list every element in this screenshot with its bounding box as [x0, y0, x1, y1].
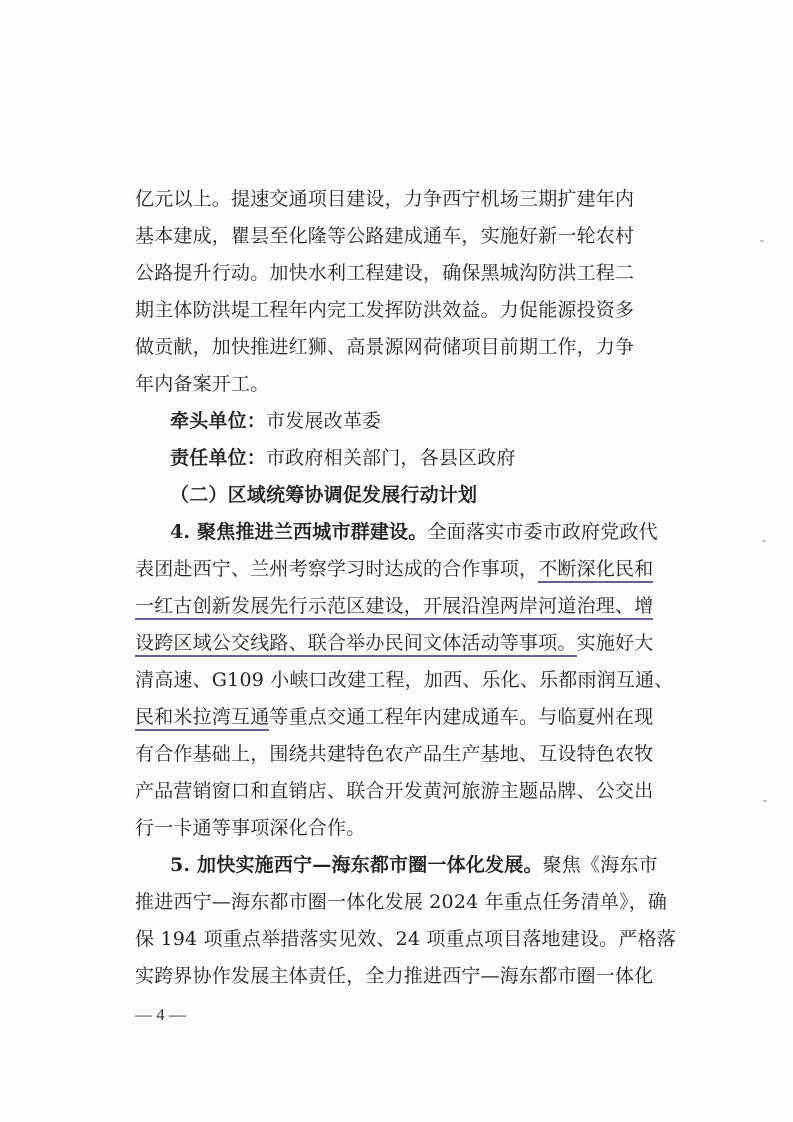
paragraph-line: 公路提升行动。加快水利工程建设，确保黑城沟防洪工程二	[135, 262, 635, 284]
responsible-unit-value: 市政府相关部门，各县区政府	[266, 447, 516, 469]
section-heading: （二）区域统筹协调促发展行动计划	[170, 484, 478, 506]
scan-speck	[762, 540, 766, 542]
item-4-text: 等重点交通工程年内建成通车。与临夏州在现	[269, 706, 654, 728]
item-4-line-5: 清高速、G109 小峡口改建工程，加西、乐化、乐都雨润互通、	[135, 669, 674, 691]
paragraph-line: 年内备案开工。	[135, 373, 270, 395]
underlined-text: 设跨区域公交线路、联合举办民间文体活动等事项。	[135, 632, 577, 657]
paragraph-line: 做贡献，加快推进红狮、高景源网荷储项目前期工作，力争	[135, 336, 635, 358]
item-5-line-2: 推进西宁—海东都市圈一体化发展 2024 年重点任务清单》，确	[135, 891, 668, 913]
item-4-line-7: 有合作基础上，围绕共建特色农产品生产基地、互设特色农牧	[135, 743, 654, 765]
item-5-title: 5. 加快实施西宁—海东都市圈一体化发展。	[170, 854, 543, 876]
lead-unit-line	[170, 403, 695, 439]
item-4-text: 表团赴西宁、兰州考察学习时达成的合作事项，	[135, 558, 539, 580]
item-5-line-4: 实跨界协作发展主体责任，全力推进西宁—海东都市圈一体化	[135, 965, 654, 987]
item-5-line-3: 保 194 项重点举措落实见效、24 项重点项目落地建设。严格落	[135, 928, 676, 950]
page-number: — 4 —	[135, 1005, 186, 1024]
lead-unit-value: 市发展改革委	[266, 410, 382, 432]
responsible-unit-line	[170, 440, 695, 476]
paragraph-line: 亿元以上。提速交通项目建设，力争西宁机场三期扩建年内	[135, 188, 635, 210]
item-4-line-9: 行一卡通等事项深化合作。	[135, 817, 366, 839]
paragraph-line: 期主体防洪堤工程年内完工发挥防洪效益。力促能源投资多	[135, 299, 635, 321]
item-5-text: 聚焦《海东市	[542, 854, 658, 876]
underlined-text: 一红古创新发展先行示范区建设，开展沿湟两岸河道治理、增	[135, 595, 653, 620]
item-4-text: 实施好大	[576, 632, 654, 654]
item-4-line-2	[135, 551, 695, 587]
responsible-unit-label: 责任单位：	[170, 447, 267, 469]
item-4-line-1	[170, 514, 695, 550]
underlined-text: 民和米拉湾互通	[135, 706, 269, 731]
item-4-title: 4. 聚焦推进兰西城市群建设。	[170, 521, 428, 543]
paragraph-line: 基本建成，瞿昙至化隆等公路建成通车，实施好新一轮农村	[135, 225, 635, 247]
lead-unit-label: 牵头单位：	[170, 410, 267, 432]
item-4-line-6	[135, 699, 695, 735]
scan-speck	[760, 240, 764, 242]
item-4-text: 全面落实市委市政府党政代	[427, 521, 658, 543]
underlined-text: 不断深化民和	[538, 558, 653, 583]
item-4-line-3	[135, 588, 695, 624]
item-4-line-4	[135, 625, 695, 661]
scan-speck	[763, 800, 767, 802]
item-5-line-1	[170, 847, 695, 883]
item-4-line-8: 产品营销窗口和直销店、联合开发黄河旅游主题品牌、公交出	[135, 780, 654, 802]
